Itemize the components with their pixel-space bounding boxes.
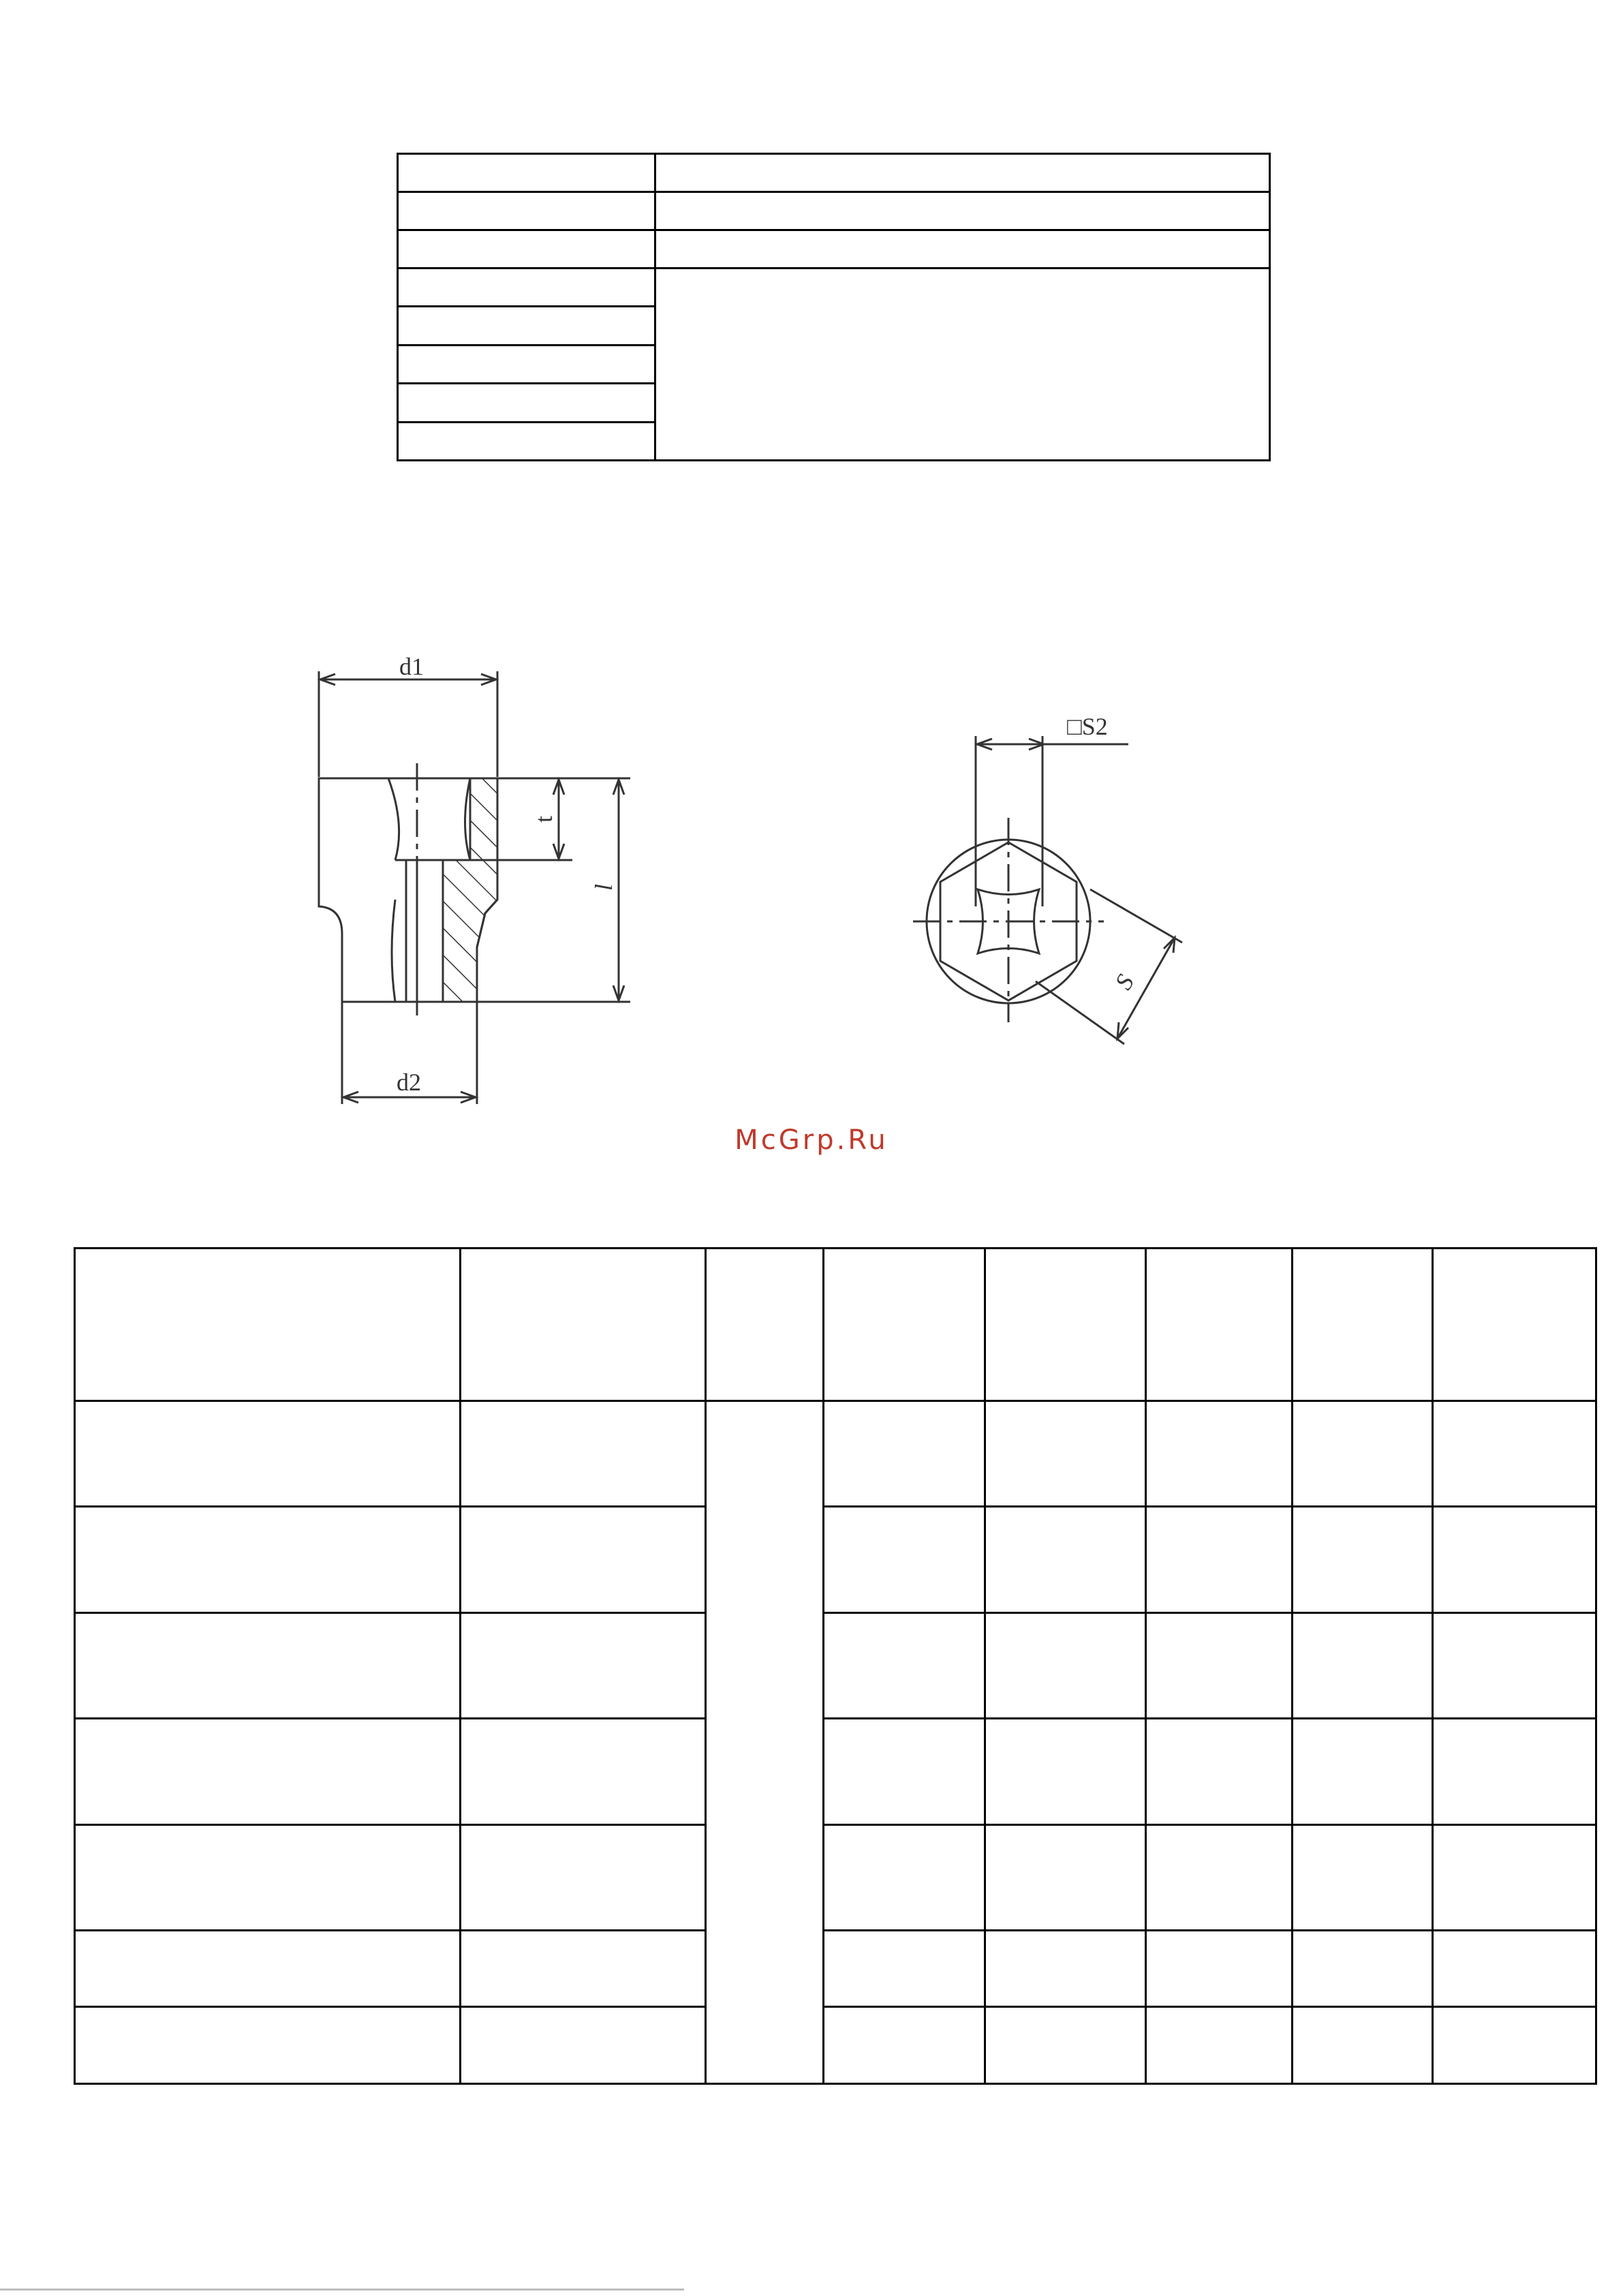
table-row (75, 1613, 1596, 1719)
spec-table (74, 1247, 1597, 2085)
table-row (75, 1401, 1596, 1507)
dimension-label-t: t (530, 815, 557, 823)
table-row (398, 192, 1270, 230)
watermark-text: McGrp.Ru (735, 1124, 888, 1156)
table-row (398, 230, 1270, 269)
dimension-label-s: S (1109, 970, 1140, 994)
socket-side-view-drawing (300, 641, 654, 1104)
top-info-table (397, 153, 1271, 461)
table-row (75, 1507, 1596, 1613)
dimension-label-l: l (590, 883, 617, 891)
table-row (75, 2007, 1596, 2084)
table-row (398, 154, 1270, 192)
dimension-label-s2: □S2 (1067, 713, 1108, 740)
table-row (75, 1931, 1596, 2007)
socket-end-view-drawing (906, 709, 1206, 1063)
dimension-label-d2: d2 (397, 1069, 421, 1096)
table-row (75, 1825, 1596, 1931)
table-row (75, 1719, 1596, 1825)
dimension-label-d1: d1 (399, 653, 424, 680)
footer-divider (0, 2289, 684, 2291)
table-row (398, 269, 1270, 307)
table-header-row (75, 1249, 1596, 1401)
